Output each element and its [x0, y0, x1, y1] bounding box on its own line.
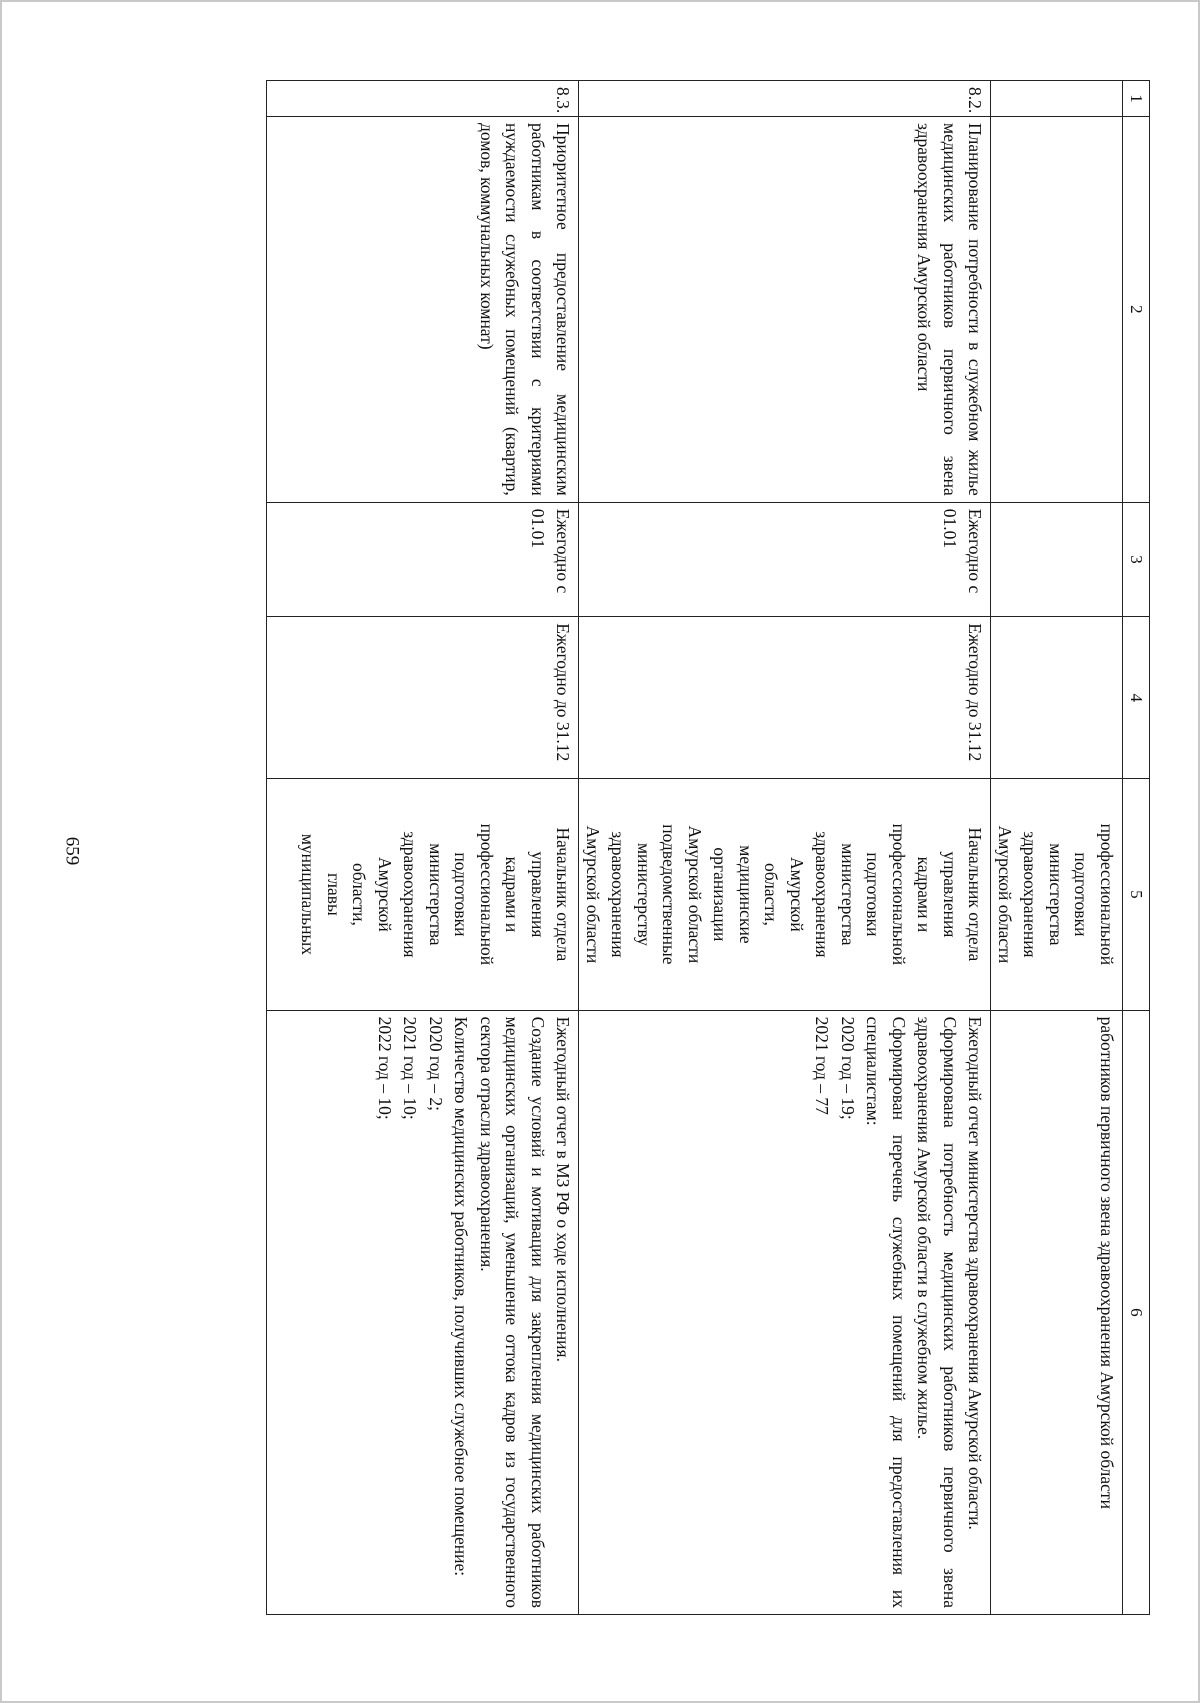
- table-row: [579, 81, 991, 1615]
- result-paragraph: 2020 год – 19;: [838, 1016, 858, 1120]
- result-paragraph: 2021 год – 10;: [400, 1016, 421, 1120]
- result-cell: [579, 1010, 991, 1614]
- responsible-line: профессиональной: [889, 823, 909, 966]
- result-paragraph: Сформирована потребность медицинских работников первичного звена здравоохранения Амурской области в служебном жилье.: [914, 1016, 960, 1608]
- responsible-line: главы: [324, 873, 344, 916]
- responsible-line: здравоохранения: [812, 831, 833, 958]
- header-cell: 3: [1123, 502, 1150, 616]
- responsible-line: области,: [349, 862, 370, 926]
- event-cell: Приоритетное предоставление медицинским работникам в соответствии с критериями нуждаемости служебных помещений (квартир, домов, коммунальных комнат): [267, 117, 579, 503]
- event-cell: [991, 117, 1123, 503]
- rotated-table-sheet: [300, 80, 1150, 1615]
- responsible-line: министерства: [838, 843, 858, 946]
- responsible-line: здравоохранения: [608, 831, 629, 958]
- table-row: [267, 81, 579, 1615]
- result-paragraph: 2021 год – 77: [812, 1016, 833, 1115]
- start-date-cell: Ежегодно с 01.01: [579, 502, 991, 616]
- result-paragraph: работников первичного звена здравоохранения Амурской области: [1097, 1016, 1117, 1509]
- responsible-line: управления: [528, 851, 548, 938]
- start-date-cell: [991, 502, 1123, 616]
- result-paragraph: 2022 год – 10;: [375, 1016, 395, 1120]
- responsible-line: министерства: [1046, 843, 1066, 946]
- responsible-line: кадрами и: [502, 856, 523, 933]
- responsible-line: подготовки: [1071, 852, 1092, 937]
- result-paragraph: Ежегодный отчет министерства здравоохранения Амурской области.: [965, 1016, 986, 1530]
- header-cell: 5: [1123, 779, 1150, 1010]
- responsible-line: Амурской области: [995, 825, 1015, 964]
- event-cell: Планирование потребности в служебном жилье медицинских работников первичного звена здравоохранения Амурской области: [579, 117, 991, 503]
- end-date-cell: Ежегодно до 31.12: [267, 617, 579, 779]
- responsible-line: Начальник отдела: [965, 827, 986, 962]
- header-cell: 6: [1123, 1010, 1150, 1614]
- end-date-cell: Ежегодно до 31.12: [579, 617, 991, 779]
- responsible-cell: [579, 779, 991, 1010]
- responsible-cell: [991, 779, 1123, 1010]
- responsible-line: Амурской: [375, 857, 395, 932]
- activities-table: [267, 80, 1151, 1615]
- result-paragraph: 2020 год – 2;: [426, 1016, 446, 1112]
- table-row: [991, 81, 1123, 1615]
- responsible-cell: [267, 779, 579, 1010]
- responsible-line: профессиональной: [1097, 823, 1117, 966]
- responsible-line: кадрами и: [914, 856, 935, 933]
- responsible-line: подготовки: [863, 852, 884, 937]
- responsible-line: управления: [940, 851, 960, 938]
- start-date-cell: Ежегодно с 01.01: [267, 502, 579, 616]
- responsible-line: здравоохранения: [1020, 831, 1041, 958]
- header-cell: 4: [1123, 617, 1150, 779]
- responsible-line: подведомственные: [659, 824, 680, 965]
- row-number-cell: 8.3.: [267, 81, 579, 117]
- responsible-line: Амурской: [787, 857, 807, 932]
- header-cell: 2: [1123, 117, 1150, 503]
- result-paragraph: Создание условий и мотивации для закрепления медицинских работников медицинских организаций, уменьшение оттока кадров из государственного сектора отрасли здравоохранения.: [477, 1016, 548, 1608]
- responsible-line: организации: [710, 847, 731, 942]
- responsible-line: области,: [761, 862, 782, 926]
- result-cell: [267, 1010, 579, 1614]
- responsible-line: профессиональной: [477, 823, 497, 966]
- end-date-cell: [991, 617, 1123, 779]
- row-number-cell: 8.2.: [579, 81, 991, 117]
- responsible-line: министерства: [426, 843, 446, 946]
- result-paragraph: Количество медицинских работников, получивших служебное помещение:: [451, 1016, 472, 1577]
- responsible-line: муниципальных: [298, 833, 319, 955]
- responsible-line: медицинские: [736, 845, 756, 944]
- responsible-line: здравоохранения: [400, 831, 421, 958]
- responsible-line: Амурской области: [685, 825, 705, 964]
- result-paragraph: Ежегодный отчет в МЗ РФ о ходе исполнения.: [553, 1016, 574, 1362]
- responsible-line: подготовки: [451, 852, 472, 937]
- result-paragraph: Сформирован перечень служебных помещений для предоставления их специалистам:: [863, 1016, 909, 1608]
- page-number: 659: [61, 836, 83, 866]
- result-cell: [991, 1010, 1123, 1614]
- responsible-line: Амурской области: [583, 825, 603, 964]
- table-header-row: [1123, 81, 1150, 1615]
- row-number-cell: [991, 81, 1123, 117]
- responsible-line: министерству: [634, 842, 654, 946]
- header-cell: 1: [1123, 81, 1150, 117]
- responsible-line: Начальник отдела: [553, 827, 574, 962]
